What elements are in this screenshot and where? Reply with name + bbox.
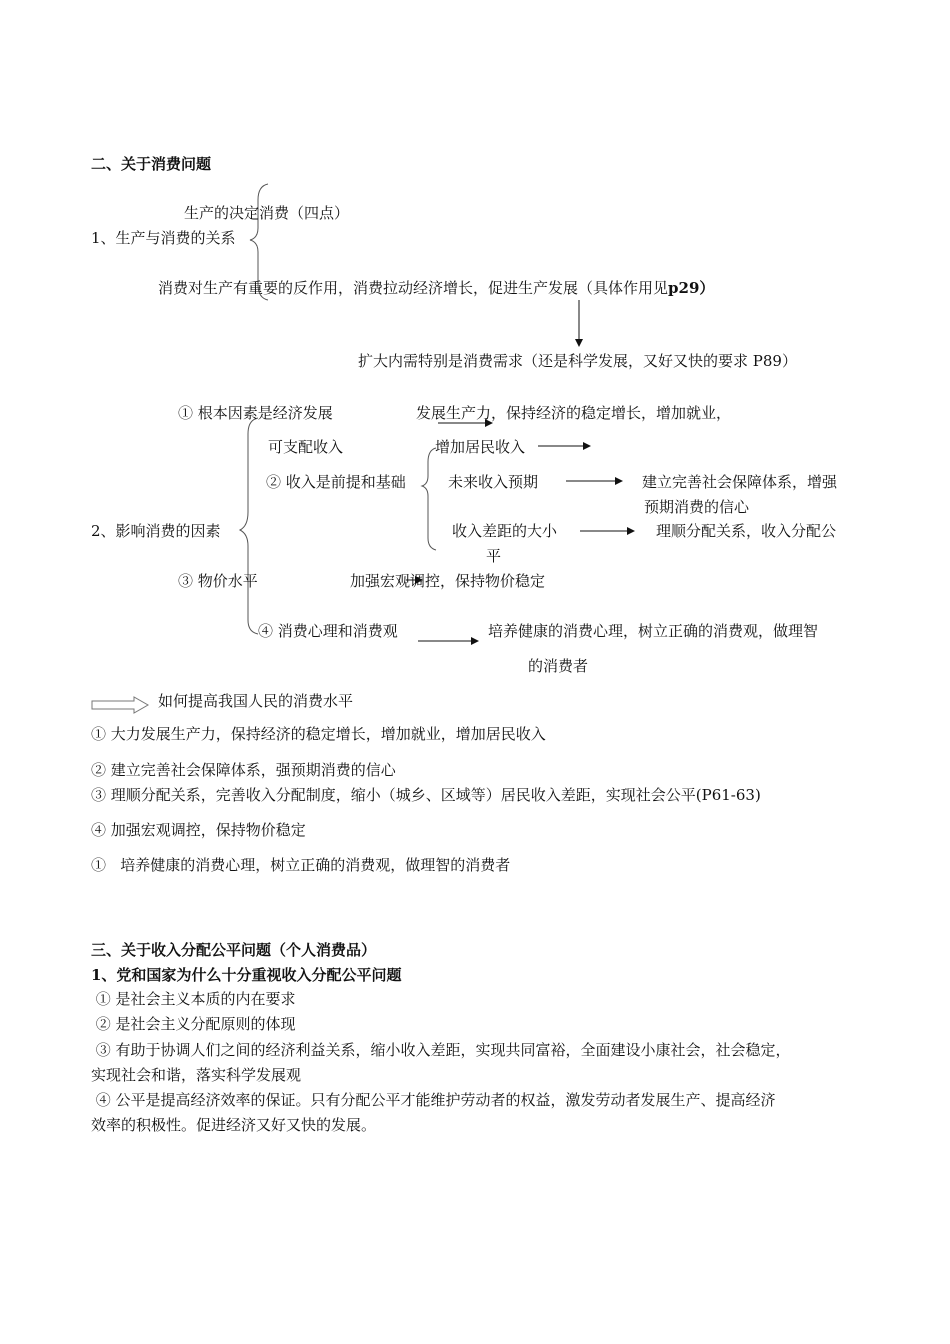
factor-1: ① 根本因素是经济发展 [178, 404, 333, 422]
q2-label: 2、影响消费的因素 [91, 522, 221, 540]
brace-income [422, 448, 436, 550]
section3-q1: 1、党和国家为什么十分重视收入分配公平问题 [91, 966, 402, 984]
factor-4-result-l1: 培养健康的消费心理，树立正确的消费观，做理智 [488, 622, 819, 640]
q1-label: 1、生产与消费的关系 [91, 229, 236, 247]
factor-1-result: 发展生产力，保持经济的稳定增长，增加就业， [416, 404, 732, 422]
section3-item-3-cont: 实现社会和谐，落实科学发展观 [91, 1066, 302, 1084]
factor-4-result-l2: 的消费者 [528, 657, 589, 675]
factor-2-sub2-result-l2: 预期消费的信心 [644, 498, 750, 516]
how-title: 如何提高我国人民的消费水平 [158, 692, 354, 710]
how-item-5: ① 培养健康的消费心理，树立正确的消费观，做理智的消费者 [91, 856, 511, 874]
section2-title: 二、关于消费问题 [91, 155, 212, 173]
q1-result: 扩大内需特别是消费需求（还是科学发展，又好又快的要求 P89） [358, 352, 797, 370]
factor-2-sub2-result-l1: 建立完善社会保障体系，增强 [642, 473, 838, 491]
hollow-arrow [92, 697, 148, 713]
how-item-4: ④ 加强宏观调控，保持物价稳定 [91, 821, 306, 839]
factor-2-sub3-l2: 平 [486, 547, 502, 565]
section3-item-2: ② 是社会主义分配原则的体现 [91, 1015, 296, 1033]
q1-branch-b-text: 消费对生产有重要的反作用，消费拉动经济增长，促进生产发展（具体作用见 [158, 279, 669, 297]
section3-title: 三、关于收入分配公平问题（个人消费品） [91, 941, 377, 959]
factor-2: ② 收入是前提和基础 [266, 473, 406, 491]
q1-branch-a: 生产的决定消费（四点） [184, 204, 350, 222]
how-item-2: ② 建立完善社会保障体系，强预期消费的信心 [91, 761, 396, 779]
factor-2-sub3-result: 理顺分配关系，收入分配公 [656, 522, 837, 540]
section3-item-1: ① 是社会主义本质的内在要求 [91, 990, 296, 1008]
factor-2-sub3-l1: 收入差距的大小 [452, 522, 558, 540]
factor-4: ④ 消费心理和消费观 [258, 622, 398, 640]
section3-item-3: ③ 有助于协调人们之间的经济利益关系，缩小收入差距，实现共同富裕，全面建设小康社会，社会稳定， [91, 1041, 791, 1059]
section3-item-4: ④ 公平是提高经济效率的保证。只有分配公平才能维护劳动者的权益，激发劳动者发展生产、提高经济 [91, 1091, 776, 1109]
section3-item-4-cont: 效率的积极性。促进经济又好又快的发展。 [91, 1116, 377, 1134]
how-item-3: ③ 理顺分配关系，完善收入分配制度，缩小（城乡、区域等）居民收入差距，实现社会公平(P61-63) [91, 786, 761, 804]
factor-2-sub1: 增加居民收入 [435, 438, 526, 456]
factor-2-sub2: 未来收入预期 [448, 473, 539, 491]
factor-2-disposable: 可支配收入 [268, 438, 344, 456]
q1-branch-b [158, 278, 714, 298]
factor-3-result: 加强宏观调控，保持物价稳定 [350, 572, 546, 590]
q1-branch-b-ref: p29） [668, 279, 715, 297]
brace-factors [240, 418, 258, 634]
factor-3: ③ 物价水平 [178, 572, 258, 590]
how-item-1: ① 大力发展生产力，保持经济的稳定增长，增加就业，增加居民收入 [91, 725, 546, 743]
